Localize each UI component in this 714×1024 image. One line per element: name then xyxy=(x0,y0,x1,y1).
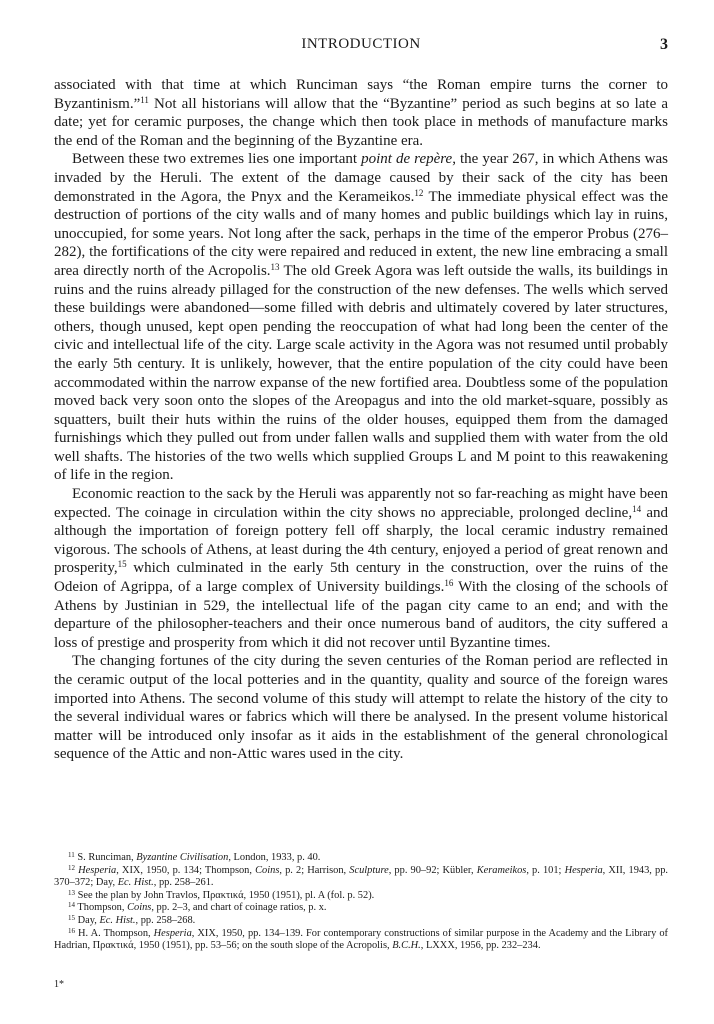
text-run: , the year 267, in which Athens was invaded by the Heruli. The extent of the damage caused by their sack of the city has been demonstrated in the Agora, the Pnyx and the Kerameikos. xyxy=(54,151,668,205)
italic-text: Byzantine Civilisation xyxy=(136,852,229,863)
body-paragraph xyxy=(54,652,668,764)
text-run: , XIX, 1950, pp. 134–139. For contemporary constructions of similar purpose in the Academy and the Library of Hadrian, Πρακτικά, 1950 (1951), pp. 53–56; on the south slope of the Acropolis, xyxy=(54,927,668,952)
footnote-reference: 12 xyxy=(414,187,424,198)
footnote-reference: 15 xyxy=(117,559,127,570)
text-run: , pp. 258–268. xyxy=(135,914,196,926)
text-run: , LXXX, 1956, pp. 232–234. xyxy=(420,940,541,952)
footnote xyxy=(54,928,668,953)
text-run: S. Runciman, xyxy=(77,852,137,863)
body-paragraph xyxy=(54,150,668,485)
footnote-number: 11 xyxy=(68,851,75,859)
footnote xyxy=(54,902,668,915)
running-title: INTRODUCTION xyxy=(301,36,421,52)
body-paragraph xyxy=(54,76,668,150)
italic-text: Coins xyxy=(255,864,280,876)
footnote-reference: 16 xyxy=(444,578,454,589)
footnote-reference: 14 xyxy=(632,503,642,514)
text-run: , pp. 2–3, and chart of coinage ratios, p. x. xyxy=(151,902,327,914)
footnote-number: 13 xyxy=(68,888,75,897)
running-head xyxy=(54,36,668,58)
text-run: See the plan by John Travlos, Πρακτικά, 1950 (1951), pl. A (fol. p. 52). xyxy=(77,889,375,901)
text-run: , pp. 90–92; Kübler, xyxy=(388,864,477,876)
text-run: Economic reaction to the sack by the Heruli was apparently not so far-reaching as might have been expected. The coinage in circulation within the city shows no appreciable, prolonged decline, xyxy=(54,486,668,521)
text-run: , XIX, 1950, p. 134; Thompson, xyxy=(116,864,256,876)
italic-text: Hesperia xyxy=(564,864,603,876)
footnote xyxy=(54,852,668,865)
text-run: associated with that time at which Runciman says “the Roman empire turns the corner to Byzantinism.” xyxy=(54,77,668,112)
body-paragraph xyxy=(54,485,668,652)
footnote xyxy=(54,865,668,890)
text-run: , p. 2; Harrison, xyxy=(279,864,350,876)
italic-text: Ec. Hist. xyxy=(99,914,136,926)
text-run: The immediate physical effect was the destruction of portions of the city walls and of many homes and public buildings which lay in ruins, unoccupied, for some years. Not long after the sack, perhaps in the time of the emperor Probus (276–282), the fortifications of the city were repaired and reduced in extent, the new line embracing a small area directly north of the Acropolis. xyxy=(54,188,668,279)
italic-text: point de repère xyxy=(361,151,453,168)
text-run: , pp. 258–261. xyxy=(153,877,214,889)
text-run: , London, 1933, p. 40. xyxy=(228,852,321,863)
footnote-number: 14 xyxy=(68,901,75,910)
text-run: which culminated in the early 5th century in the construction, over the ruins of the Odeion of Agrippa, of a large complex of University buildings. xyxy=(54,560,668,596)
italic-text: Sculpture xyxy=(349,864,389,876)
text-run: , p. 101; xyxy=(526,864,565,876)
text-run: The changing fortunes of the city during the seven centuries of the Roman period are reflected in the ceramic output of the local potteries and in the quantity, quality and source of the foreign wares imported into Athens. The second volume of this study will attempt to relate the history of the city to the several individual wares or fabrics which will there be analysed. In the present volume historical matter will be introduced only insofar as it aids in the establishment of the general chronological sequence of the Attic and non-Attic wares used in the city. xyxy=(54,653,668,763)
text-run: The old Greek Agora was left outside the walls, its buildings in ruins and the ruins already pillaged for the construction of the new defenses. The wells which served these buildings were abandoned—some filled with debris and ultimately covered by later structures, others, though unused, kept open pending the reoccupation of what had long been the center of the civic and intellectual life of the city. Large scale activity in the Agora was not resumed until probably the early 5th century. It is unlikely, however, that the entire population of the city could have been accommodated within the narrow expanse of the new fortified area. Doubtless some of the population moved back very soon onto the slopes of the Areopagus and into the old market-square, possibly as squatters, built their huts within the ruins of the older houses, equipped them from the damaged furnishings which they pulled out from under fallen walls and supplied them with water from the old well shafts. The histories of the two wells which supplied Groups L and M point to this reawakening of life in the region. xyxy=(54,262,668,484)
italic-text: B.C.H. xyxy=(392,940,421,952)
footnote xyxy=(54,890,668,903)
italic-text: Coins xyxy=(127,902,152,914)
italic-text: Hesperia xyxy=(153,927,192,939)
text-run: Not all historians will allow that the “Byzantine” period as such begins at so late a date; yet for ceramic purposes, the change which then took place in methods of manufacture marks the end of the Roman and the beginning of the Byzantine era. xyxy=(54,95,668,149)
footnote xyxy=(54,915,668,928)
text-run: With the closing of the schools of Athens by Justinian in 529, the intellectual life of the pagan city came to an end; and with the departure of the philosopher-teachers and their once numerous band of auditors, the city suffered a loss of prestige and prosperity from which it did not recover until Byzantine times. xyxy=(54,579,668,651)
italic-text: Hesperia xyxy=(78,864,117,876)
text-run: Between these two extremes lies one important xyxy=(72,151,362,168)
footnote-reference: 13 xyxy=(270,261,280,272)
text-run: , XII, 1943, pp. 370–372; Day, xyxy=(54,864,668,889)
footnote-number: 12 xyxy=(68,863,75,872)
footnote-number: 15 xyxy=(68,913,75,922)
footnote-reference: 11 xyxy=(140,94,149,105)
text-run: Day, xyxy=(77,914,100,926)
page-number: 3 xyxy=(660,36,668,53)
signature-mark: 1* xyxy=(54,979,64,990)
footnotes xyxy=(54,852,668,953)
italic-text: Kerameikos xyxy=(476,864,527,876)
italic-text: Ec. Hist. xyxy=(117,877,154,889)
text-run: Thompson, xyxy=(77,902,128,914)
body-text xyxy=(54,76,668,764)
text-run: H. A. Thompson, xyxy=(78,927,154,939)
text-run: and although the importation of foreign pottery fell off sharply, the local ceramic industry remained vigorous. The schools of Athens, at least during the 4th century, enjoyed a period of great renown and prosperity, xyxy=(54,504,668,577)
footnote-number: 16 xyxy=(68,926,75,935)
